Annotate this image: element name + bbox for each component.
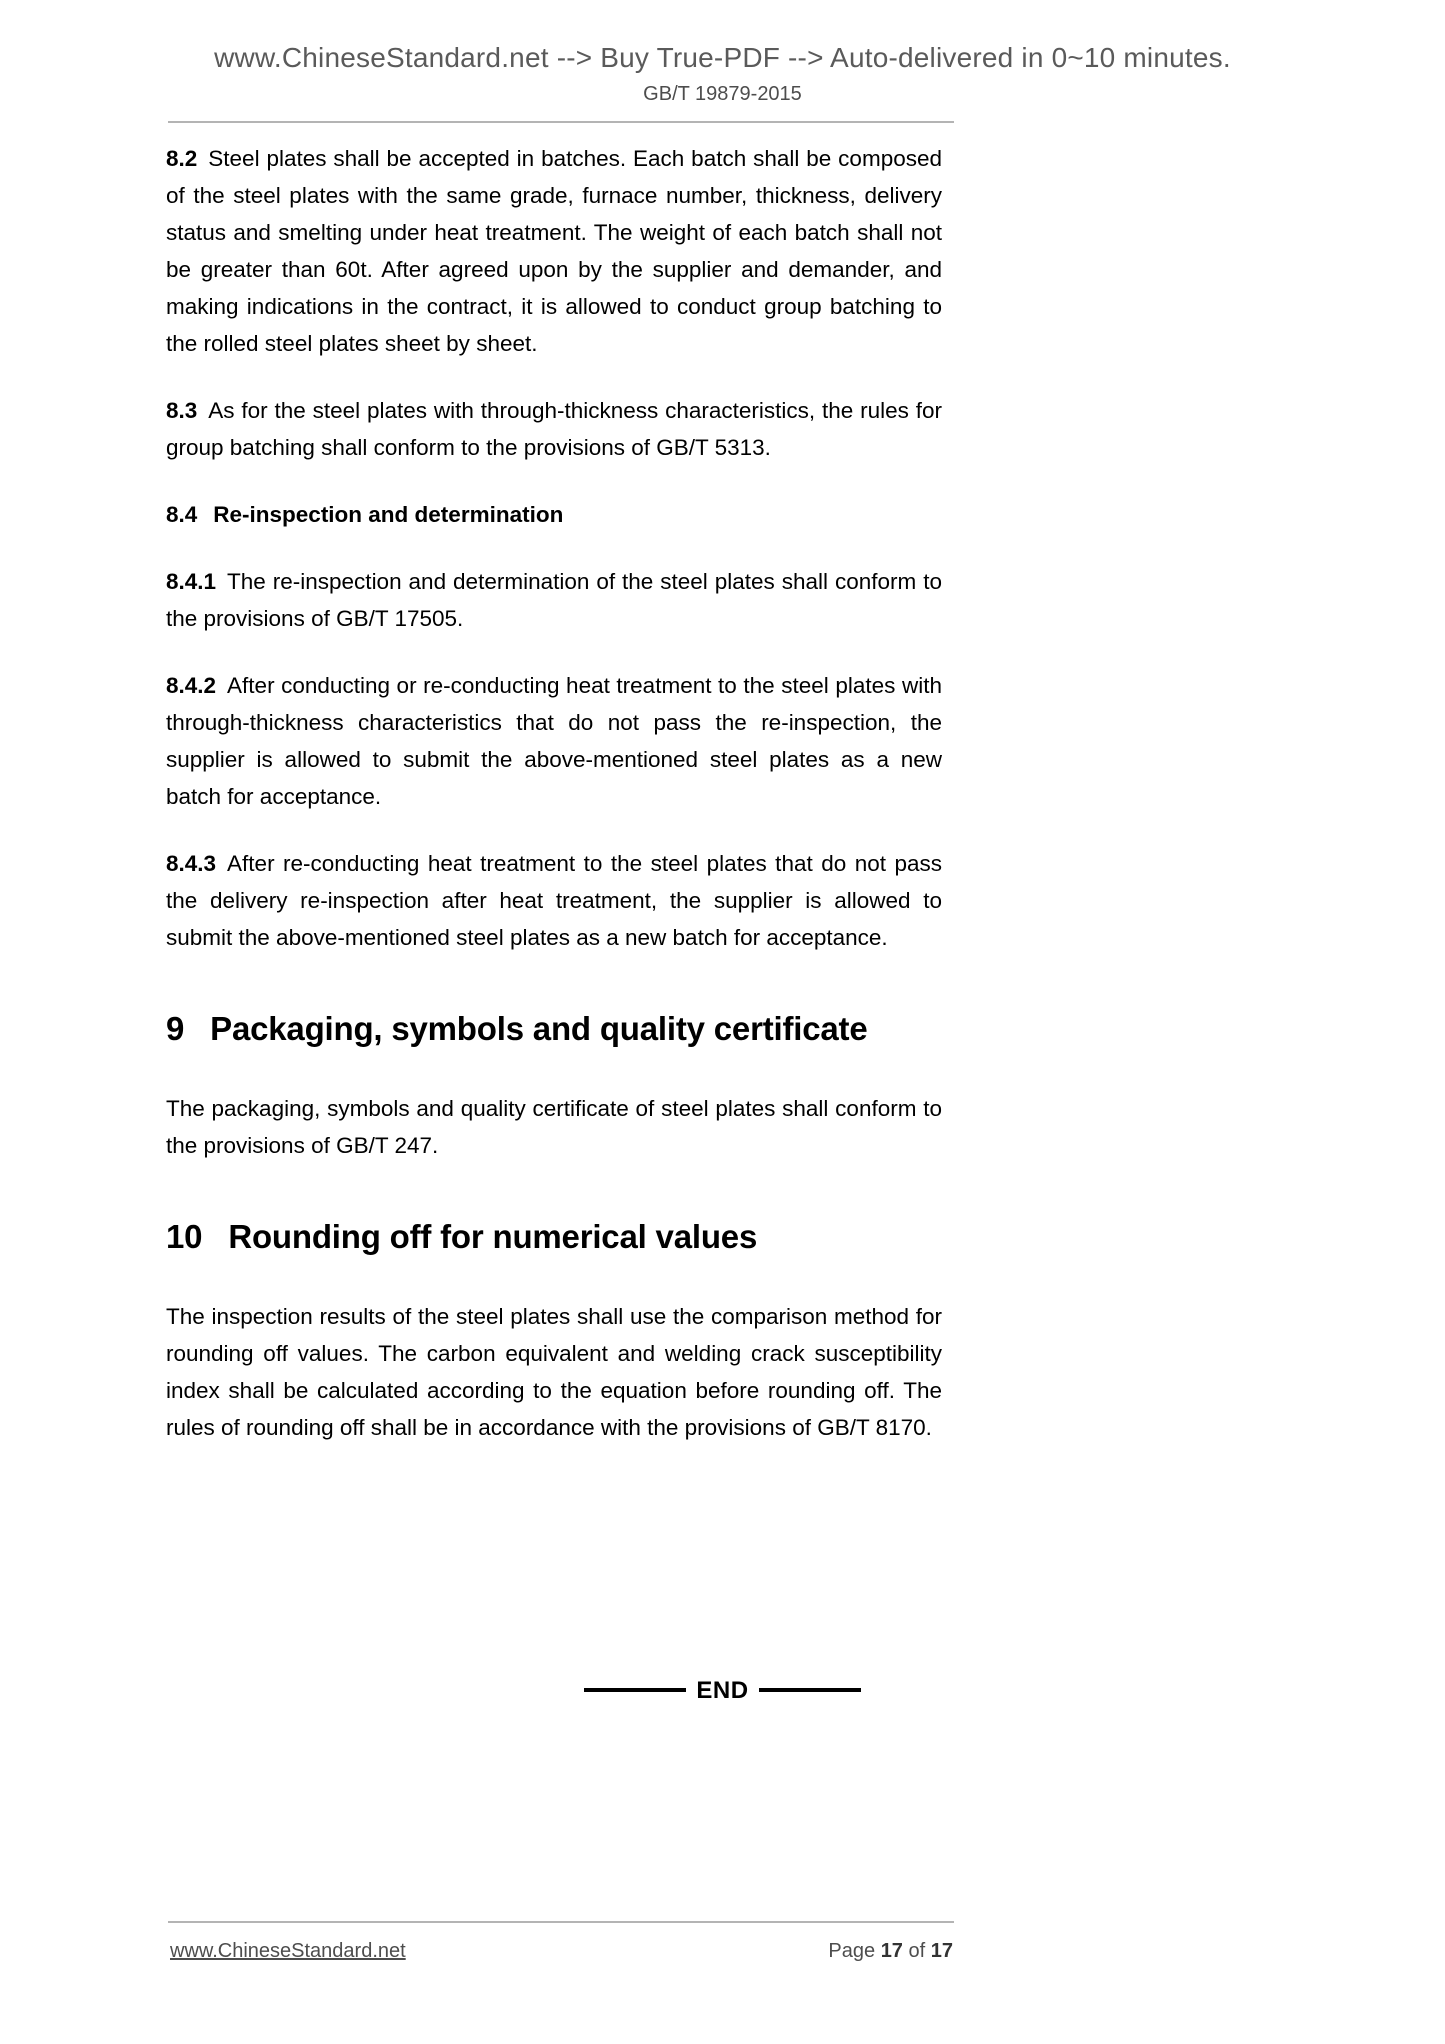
footer-divider: [168, 1921, 954, 1923]
end-rule-left: [584, 1688, 686, 1692]
section-9-heading: [166, 1008, 942, 1050]
clause-8-2-text: Steel plates shall be accepted in batches. Each batch shall be composed of the steel plates with the same grade, furnace number, thickness, delivery status and smelting under heat treatment. The weight of each batch shall not be greater than 60t. After agreed upon by the supplier and demander, and making indications in the contract, it is allowed to conduct group batching to the rolled steel plates sheet by sheet.: [166, 146, 942, 356]
section-10-text: The inspection results of the steel plates shall use the comparison method for rounding off values. The carbon equivalent and welding crack susceptibility index shall be calculated according to the equation before rounding off. The rules of rounding off shall be in accordance with the provisions of GB/T 8170.: [166, 1304, 942, 1440]
clause-8-4-3-text: After re-conducting heat treatment to the steel plates that do not pass the delivery re-inspection after heat treatment, the supplier is allowed to submit the above-mentioned steel plates as a new batch for acceptance.: [166, 851, 942, 950]
end-of-document-marker: [0, 1677, 1445, 1705]
clause-8-4-2-text: After conducting or re-conducting heat treatment to the steel plates with through-thickness characteristics that do not pass the re-inspection, the supplier is allowed to submit the above-mentioned steel plates as a new batch for acceptance.: [166, 673, 942, 809]
section-9-number: 9: [166, 1010, 185, 1047]
clause-8-4-1: [166, 563, 942, 637]
clause-8-4-1-number: 8.4.1: [166, 569, 217, 594]
end-rule-right: [759, 1688, 861, 1692]
watermark-banner: www.ChineseStandard.net --> Buy True-PDF --> Auto-delivered in 0~10 minutes.: [214, 42, 1231, 73]
clause-8-3-number: 8.3: [166, 398, 198, 423]
section-10-number: 10: [166, 1218, 203, 1255]
page-middle: of: [908, 1940, 926, 1962]
page-current: 17: [880, 1940, 903, 1962]
page-number: [660, 1940, 953, 1963]
page-total: 17: [930, 1940, 953, 1962]
clause-8-4-2-number: 8.4.2: [166, 673, 217, 698]
clause-8-4-number: 8.4: [166, 502, 198, 527]
section-9-text: The packaging, symbols and quality certificate of steel plates shall conform to the provisions of GB/T 247.: [166, 1096, 942, 1158]
footer-site-link[interactable]: www.ChineseStandard.net: [170, 1940, 406, 1962]
clause-8-4-3-number: 8.4.3: [166, 851, 217, 876]
clause-8-3-text: As for the steel plates with through-thickness characteristics, the rules for group batching shall conform to the provisions of GB/T 5313.: [166, 398, 942, 460]
document-content: [166, 140, 942, 1446]
header-divider: [168, 121, 954, 123]
page-prefix: Page: [828, 1940, 876, 1962]
end-label: END: [696, 1677, 749, 1704]
clause-8-4-heading: [166, 496, 942, 533]
section-9-title: Packaging, symbols and quality certificate: [210, 1010, 868, 1047]
clause-8-4-2: [166, 667, 942, 815]
clause-8-4-1-text: The re-inspection and determination of the steel plates shall conform to the provisions of GB/T 17505.: [166, 569, 942, 631]
standard-number: GB/T 19879-2015: [643, 83, 802, 105]
section-10-heading: [166, 1216, 942, 1258]
clause-8-2: [166, 140, 942, 362]
clause-8-4-3: [166, 845, 942, 956]
clause-8-4-title: Re-inspection and determination: [213, 502, 564, 527]
section-10-title: Rounding off for numerical values: [228, 1218, 758, 1255]
clause-8-2-number: 8.2: [166, 146, 198, 171]
clause-8-3: [166, 392, 942, 466]
